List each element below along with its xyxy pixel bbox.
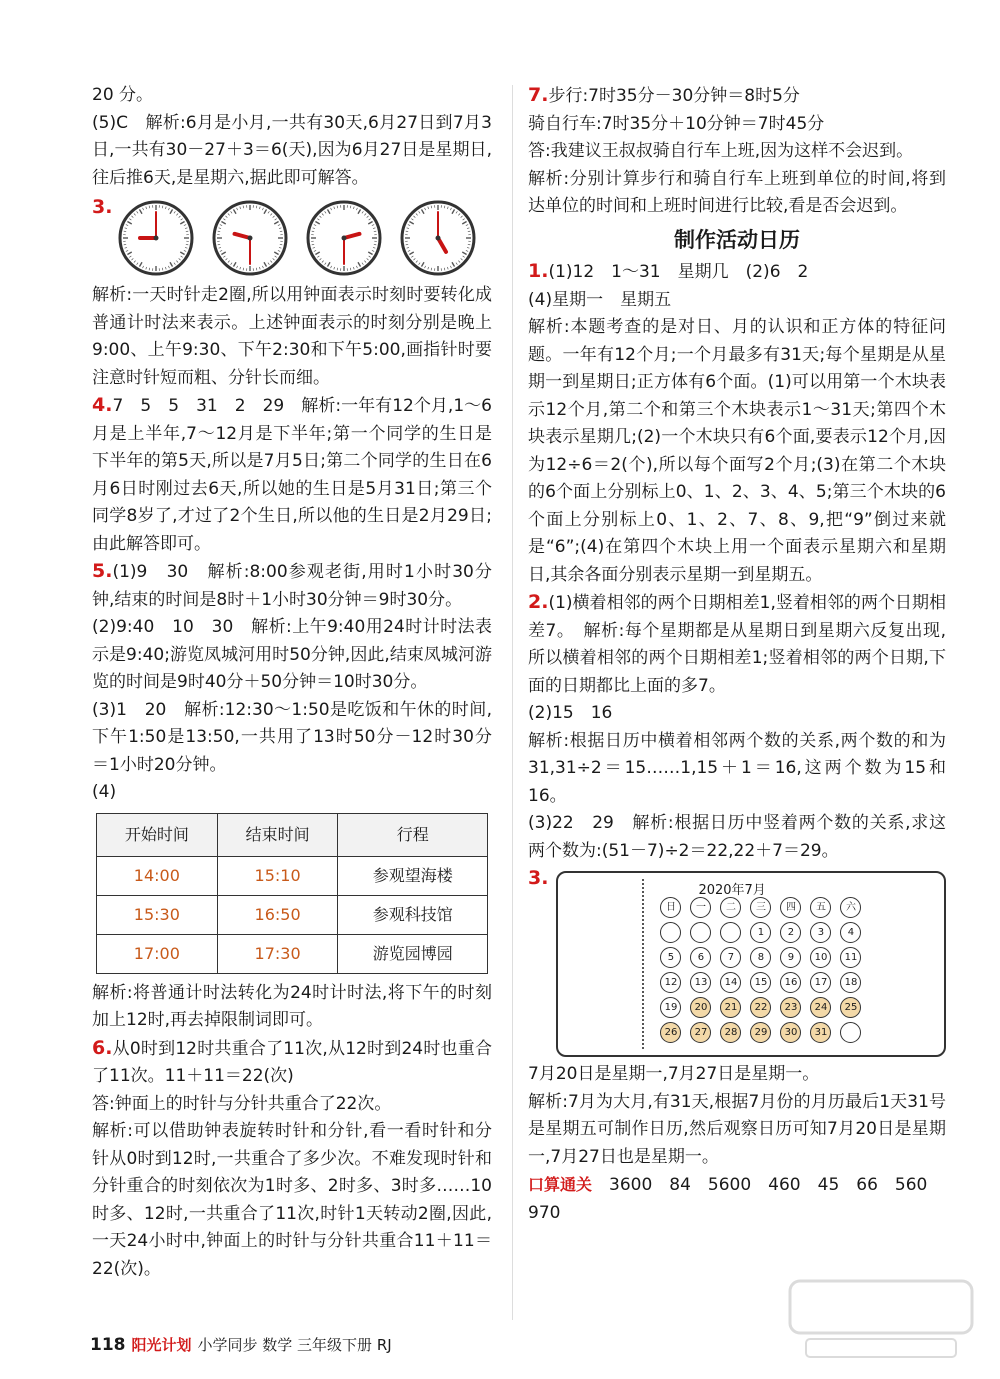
answer-text: 骑自行车:7时35分＋10分钟＝7时45分 xyxy=(528,113,825,134)
weekday-cell: 日 xyxy=(660,897,681,918)
day-cell: 31 xyxy=(810,1022,831,1043)
weekday-cell: 三 xyxy=(750,897,771,918)
day-cell: 8 xyxy=(750,947,771,968)
oral-label: 口算通关 xyxy=(528,1175,593,1194)
table-cell: 参观科技馆 xyxy=(338,895,488,934)
question-number: 5. xyxy=(92,560,113,582)
day-cell: 13 xyxy=(690,972,711,993)
answer-text: 7 5 5 31 2 29 解析:一年有12个月,1～6月是上半年,7～12月是下半年;第一个同学的生日是下半年的第5天,所以是7月5日;第二个同学的生日在6月6日时刚过去6天,所以她的生日是5月31日;第三个同学8岁了,才过了2个生日,所以他的生日是2月29日;由此解答即可。 xyxy=(92,396,492,554)
day-cell xyxy=(660,922,681,943)
weekday-cell: 二 xyxy=(720,897,741,918)
day-cell: 6 xyxy=(690,947,711,968)
day-cell: 9 xyxy=(780,947,801,968)
answer-text: (1)12 1～31 星期几 (2)6 2 xyxy=(548,262,809,282)
day-cell: 30 xyxy=(780,1022,801,1043)
table-cell: 15:10 xyxy=(217,856,338,895)
table-header: 行程 xyxy=(338,813,488,856)
day-cell: 10 xyxy=(810,947,831,968)
clock-face xyxy=(308,202,380,274)
day-cell: 15 xyxy=(750,972,771,993)
explanation: 解析:分别计算步行和骑自行车上班到单位的时间,将到达单位的时间和上班时间进行比较,看是否会迟到。 xyxy=(528,168,946,216)
day-cell: 22 xyxy=(750,997,771,1018)
explanation: 解析:本题考查的是对日、月的认识和正方体的特征问题。一年有12个月;一个月最多有31天;每个星期是从星期一到星期日;正方体有6个面。(1)可以用第一个木块表示12个月,第二个和第三个木块表示1～31天;第四个木块表示星期几;(2)一个木块只有6个面,要表示12个月,因为12÷6＝2(个),所以每个面写2个月;(3)在第二个木块的6个面上分别标上0、1、2、3、4、5;第三个木块的6个面上分别标上0、1、2、7、8、9,把“9”倒过来就是“6”;(4)在第四个木块上用一个面表示星期六和星期日,其余各面分别表示星期一到星期五。 xyxy=(528,317,946,585)
explanation: 解析:可以借助钟表旋转时针和分针,看一看时针和分针从0时到12时,一共重合了多少次。不难发现时针和分针重合的时刻依次为1时多、2时多、3时多……10时多、12时,一共重合了11次,时针1天转动2圈,因此,一天24小时中,钟面上的时针与分针共重合11＋11＝22(次)。 xyxy=(92,1121,492,1279)
day-cell: 5 xyxy=(660,947,681,968)
day-cell: 24 xyxy=(810,997,831,1018)
table-header: 结束时间 xyxy=(217,813,338,856)
table-cell: 15:30 xyxy=(97,895,218,934)
day-cell: 20 xyxy=(690,997,711,1018)
table-cell: 17:30 xyxy=(217,934,338,973)
brand-name: 阳光计划 xyxy=(131,1336,192,1354)
day-cell: 2 xyxy=(780,922,801,943)
oral-values: 3600 84 5600 460 45 66 560 xyxy=(609,1175,928,1195)
table-cell: 游览园博园 xyxy=(338,934,488,973)
section-title: 制作活动日历 xyxy=(674,227,800,252)
day-cell: 7 xyxy=(720,947,741,968)
question-number: 1. xyxy=(528,260,549,282)
day-cell: 18 xyxy=(840,972,861,993)
day-cell: 21 xyxy=(720,997,741,1018)
weekday-cell: 四 xyxy=(780,897,801,918)
answer-text: (1)横着相邻的两个日期相差1,竖着相邻的两个日期相差7。 解析:每个星期都是从星期日到星期六反复出现,所以横着相邻的两个日期相差1;竖着相邻的两个日期,下面的日期都比上面的多7。 xyxy=(528,593,946,696)
page-number: 118 xyxy=(90,1334,126,1355)
day-cell: 14 xyxy=(720,972,741,993)
answer-text: (2)9:40 10 30 解析:上午9:40用24时计时法表示是9:40;游览凤城河用时50分钟,因此,结束凤城河游览的时间是9时40分＋50分钟＝10时30分。 xyxy=(92,617,492,692)
question-number: 7. xyxy=(528,84,549,106)
clock-face xyxy=(120,202,192,274)
table-cell: 14:00 xyxy=(97,856,218,895)
answer-text: 答:钟面上的时针与分针共重合了22次。 xyxy=(92,1093,392,1114)
explanation: 解析:根据日历中横着相邻两个数的关系,两个数的和为31,31÷2＝15……1,15＋1＝16,这两个数为15和16。 xyxy=(528,730,946,806)
answer-text: 7月20日是星期一,7月27日是星期一。 xyxy=(528,1064,820,1084)
weekday-cell: 一 xyxy=(690,897,711,918)
weekday-cell: 六 xyxy=(840,897,861,918)
day-cell: 23 xyxy=(780,997,801,1018)
day-cell: 16 xyxy=(780,972,801,993)
table-row xyxy=(97,856,488,895)
table-row xyxy=(97,895,488,934)
calendar-title: 2020年7月 xyxy=(698,883,766,898)
answer-text: (3)22 29 解析:根据日历中竖着两个数的关系,求这两个数为:(51－7)÷2＝22,22＋7＝29。 xyxy=(528,813,946,861)
page-footer xyxy=(90,1334,392,1355)
answer-text: (4)星期一 星期五 xyxy=(528,289,672,310)
right-column xyxy=(528,82,946,1227)
clock-row xyxy=(92,198,492,278)
day-cell: 17 xyxy=(810,972,831,993)
answer-text: 从0时到12时共重合了11次,从12时到24时也重合了11次。11＋11＝22(次) xyxy=(92,1038,492,1086)
day-cell: 3 xyxy=(810,922,831,943)
explanation: 解析:7月为大月,有31天,根据7月份的月历最后1天31号是星期五可制作日历,然后观察日历可知7月20日是星期一,7月27日也是星期一。 xyxy=(528,1091,946,1167)
text-line: (5)C 解析:6月是小月,一共有30天,6月27日到7月3日,一共有30－27＋3＝6(天),因为6月27日是星期日,往后推6天,是星期六,据此即可解答。 xyxy=(92,112,492,188)
answer-text: 步行:7时35分－30分钟＝8时5分 xyxy=(548,86,800,106)
schedule-table xyxy=(96,813,488,974)
left-column xyxy=(92,82,492,1283)
question-number: 3. xyxy=(528,867,549,889)
answer-text: 答:我建议王叔叔骑自行车上班,因为这样不会迟到。 xyxy=(528,141,914,161)
explanation: 解析:将普通计时法转化为24时计时法,将下午的时刻加上12时,再去掉限制词即可。 xyxy=(92,982,492,1030)
calendar-figure xyxy=(556,871,946,1057)
explanation: 解析:一天时针走2圈,所以用钟面表示时刻时要转化成普通计时法来表示。上述钟面表示的时刻分别是晚上9:00、上午9:30、下午2:30和下午5:00,画指针时要注意时针短而粗、分针长而细。 xyxy=(92,285,492,388)
answer-text: (2)15 16 xyxy=(528,703,613,723)
day-cell: 25 xyxy=(840,997,861,1018)
text-line: 20 分。 xyxy=(92,85,154,105)
question-number: 2. xyxy=(528,591,549,613)
day-cell: 27 xyxy=(690,1022,711,1043)
day-cell xyxy=(840,1022,861,1043)
answer-text: (3)1 20 解析:12:30～1:50是吃饭和午休的时间,下午1:50是13:50,一共用了13时50分－12时30分＝1小时20分钟。 xyxy=(92,699,492,775)
day-cell: 19 xyxy=(660,997,681,1018)
calendar-divider xyxy=(642,879,644,1049)
answer-text: (1)9 30 解析:8:00参观老街,用时1小时30分钟,结束的时间是8时＋1小时30分钟＝9时30分。 xyxy=(92,562,492,610)
question-number: 6. xyxy=(92,1036,113,1059)
answer-text: (4) xyxy=(92,782,117,802)
footer-text: 小学同步 数学 三年级下册 RJ xyxy=(197,1336,392,1354)
weekday-cell: 五 xyxy=(810,897,831,918)
table-row xyxy=(97,934,488,973)
day-cell: 1 xyxy=(750,922,771,943)
table-cell: 16:50 xyxy=(217,895,338,934)
oral-values: 970 xyxy=(528,1202,561,1223)
clock-face xyxy=(402,202,474,274)
table-cell: 17:00 xyxy=(97,934,218,973)
table-cell: 参观望海楼 xyxy=(338,856,488,895)
question-number: 3. xyxy=(92,196,113,218)
clock-face xyxy=(214,202,286,274)
day-cell: 28 xyxy=(720,1022,741,1043)
calendar-grid xyxy=(660,897,870,1047)
table-header: 开始时间 xyxy=(97,813,218,856)
day-cell: 4 xyxy=(840,922,861,943)
day-cell: 26 xyxy=(660,1022,681,1043)
day-cell: 12 xyxy=(660,972,681,993)
day-cell xyxy=(690,922,711,943)
day-cell xyxy=(720,922,741,943)
clock-faces xyxy=(116,198,492,278)
column-divider xyxy=(512,85,513,1320)
day-cell: 29 xyxy=(750,1022,771,1043)
day-cell: 11 xyxy=(840,947,861,968)
question-number: 4. xyxy=(92,394,113,416)
watermark-logo xyxy=(786,1275,976,1365)
